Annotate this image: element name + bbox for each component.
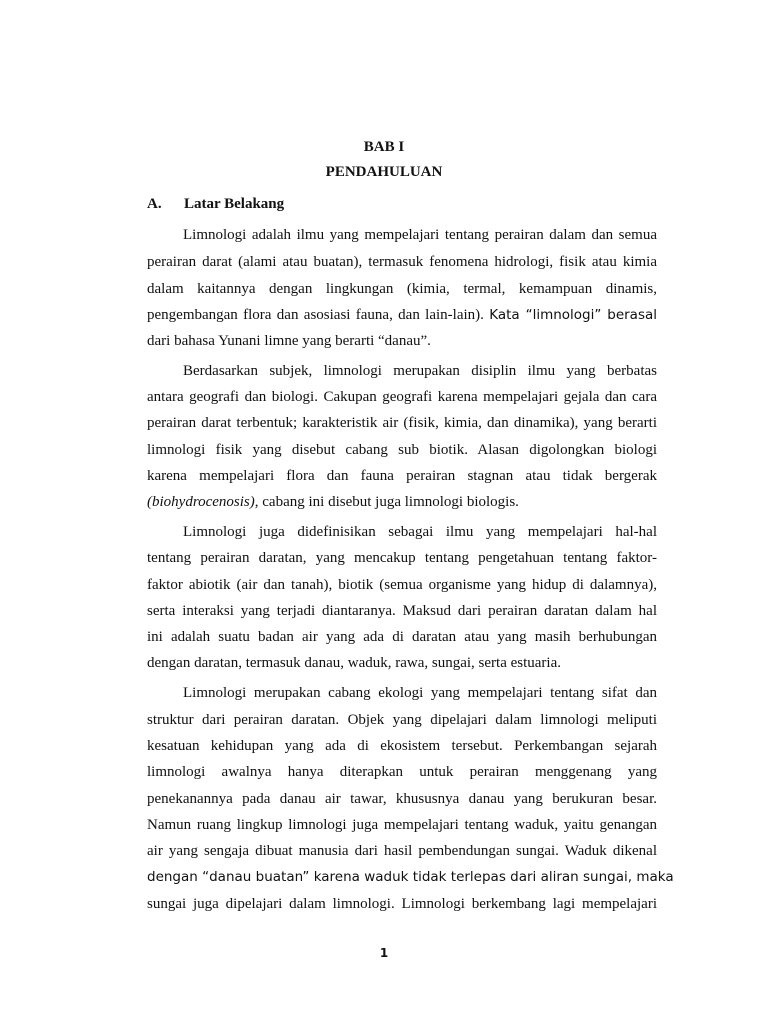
text-line: antara geografi dan biologi. Cakupan geografi karena mempelajari gejala dan cara — [147, 389, 657, 405]
text-line: perairan darat terbentuk; karakteristik air (fisik, kimia, dan dinamika), yang berarti — [147, 415, 657, 431]
text-line: faktor abiotik (air dan tanah), biotik (semua organisme yang hidup di dalamnya), — [147, 577, 657, 593]
text-line: Limnologi juga didefinisikan sebagai ilmu yang mempelajari hal-hal — [183, 524, 657, 540]
text-line: Berdasarkan subjek, limnologi merupakan disiplin ilmu yang berbatas — [183, 363, 657, 379]
text-line: dari bahasa Yunani limne yang berarti “danau”. — [147, 333, 431, 349]
page-number: 1 — [379, 946, 389, 960]
text-line — [147, 493, 657, 511]
section-number: A. — [147, 196, 162, 212]
italic-term: (biohydrocenosis) — [147, 494, 255, 510]
text-line: penekanannya pada danau air tawar, khususnya danau yang berukuran besar. — [147, 791, 657, 807]
text-line: karena mempelajari flora dan fauna perairan stagnan atau tidak bergerak — [147, 468, 657, 484]
text-line: Limnologi adalah ilmu yang mempelajari tentang perairan dalam dan semua — [183, 227, 657, 243]
text-line: limnologi awalnya hanya diterapkan untuk perairan menggenang yang — [147, 764, 657, 780]
text-segment: Kata “limnologi” berasal — [489, 307, 658, 323]
text-line: Namun ruang lingkup limnologi juga mempelajari tentang waduk, yaitu genangan — [147, 817, 657, 833]
chapter-label: BAB I — [363, 139, 405, 155]
text-line: kesatuan kehidupan yang ada di ekosistem tersebut. Perkembangan sejarah — [147, 738, 657, 754]
chapter-title: PENDAHULUAN — [325, 164, 443, 180]
text-line: Limnologi merupakan cabang ekologi yang mempelajari tentang sifat dan — [183, 685, 657, 701]
text-line: dalam kaitannya dengan lingkungan (kimia, termal, kemampuan dinamis, — [147, 281, 657, 297]
text-line: tentang perairan daratan, yang mencakup tentang pengetahuan tentang faktor- — [147, 550, 657, 566]
text-line: serta interaksi yang terjadi diantaranya. Maksud dari perairan daratan dalam hal — [147, 603, 657, 619]
text-line — [147, 306, 657, 324]
text-line: perairan darat (alami atau buatan), termasuk fenomena hidrologi, fisik atau kimia — [147, 254, 657, 270]
section-heading — [147, 196, 284, 213]
text-segment: pengembangan flora dan asosiasi fauna, dan lain-lain). — [147, 307, 484, 323]
text-line: ini adalah suatu badan air yang ada di daratan atau yang masih berhubungan — [147, 629, 657, 645]
text-line: dengan daratan, termasuk danau, waduk, rawa, sungai, serta estuaria. — [147, 655, 562, 671]
text-line: limnologi fisik yang disebut cabang sub biotik. Alasan digolongkan biologi — [147, 442, 657, 458]
text-segment: , cabang ini disebut juga limnologi biologis. — [254, 494, 519, 510]
text-line: struktur dari perairan daratan. Objek yang dipelajari dalam limnologi meliputi — [147, 712, 657, 728]
text-line: sungai juga dipelajari dalam limnologi. Limnologi berkembang lagi mempelajari — [147, 896, 657, 912]
section-title: Latar Belakang — [184, 196, 285, 212]
text-line: air yang sengaja dibuat manusia dari hasil pembendungan sungai. Waduk dikenal — [147, 843, 657, 859]
text-line: dengan “danau buatan” karena waduk tidak terlepas dari aliran sungai, maka — [147, 869, 674, 885]
